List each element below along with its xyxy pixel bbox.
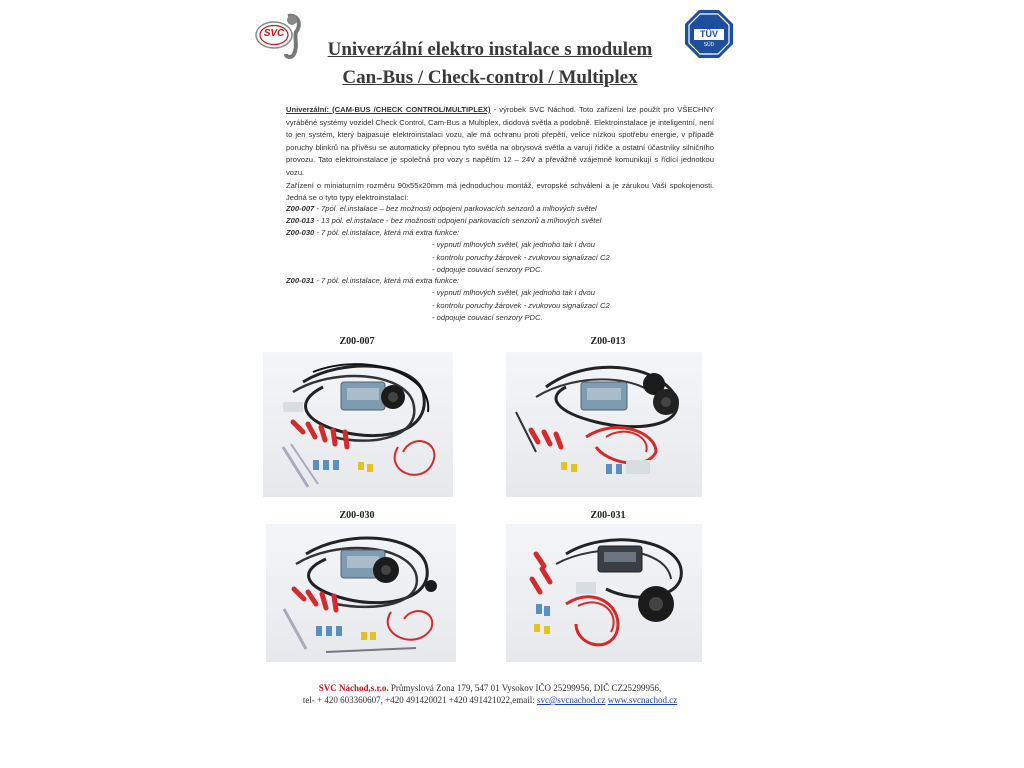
variant-code: Z00-013	[286, 216, 315, 225]
variant-desc: - 7pól. el.instalace – bez možnosti odpojení parkovacích senzorů a mlhových světel	[314, 204, 597, 213]
intro-paragraph	[286, 104, 714, 180]
photo-caption: Z00-007	[339, 336, 375, 347]
variant-desc: - 7 pól. el.instalace, která má extra funkce:	[314, 276, 460, 285]
product-photo-z00-030	[266, 524, 456, 662]
intro-paragraph-2: Zařízení o miniaturním rozměru 90x55x20mm má jednoduchou montáž, evropské schválení a je zárukou Vaší spokojenosti. Jedná se o tyto typy elektroinstalací:	[286, 180, 714, 203]
variant-desc: - 13 pól. el.instalace - bez možnosti odpojení parkovacích senzorů a mlhových světel	[314, 216, 602, 225]
feature-item: - vypnutí mlhových světel, jak jednoho tak i dvou	[432, 288, 595, 297]
product-photo-z00-031	[506, 524, 702, 662]
footer-company: SVC Náchod,s.r.o.	[318, 683, 389, 693]
feature-item: - odpojuje couvací senzory PDC.	[432, 265, 543, 275]
photo-caption: Z00-031	[590, 510, 626, 521]
feature-item: - kontrolu poruchy žárovek - zvukovou signalizací C2	[432, 300, 610, 310]
variant-line	[286, 203, 597, 216]
feature-item: - kontrolu poruchy žárovek - zvukovou signalizací C2	[432, 252, 610, 262]
feature-item: - odpojuje couvací senzory PDC.	[432, 313, 543, 323]
photo-caption: Z00-030	[339, 510, 375, 521]
variant-line	[286, 227, 459, 240]
feature-list	[432, 287, 610, 325]
intro-paragraph-1: - výrobek SVC Náchod. Toto zařízení lze použít pro VŠECHNY vyráběné systémy vozidel Check Control, Cam-Bus a Multiplex, diodová světla a podobně. Elektroinstalace je inteligentní, není to jen systém, který bajpasuje elektroinstalaci vozu, ale má ochranu proti přepětí, velice nízkou spotřebu energie, v případě poruchy blinkrů na přívěsu se automaticky přepnou tyto světla na obrysová světla a varují řidiče a ostatní účastníky silničního provozu. Tato elektroinstalace je společná pro vozy s napětím 12 – 24V a převážně vzájemně komunikují s řídící jednotkou vozu.	[286, 105, 715, 177]
tuv-logo-sub: SÜD	[703, 42, 715, 48]
variant-line	[286, 275, 459, 288]
footer-phones: tel- + 420 603360607, +420 491420021 +420 491421022,email:	[302, 695, 538, 705]
variant-code: Z00-007	[286, 204, 315, 213]
svc-logo	[254, 8, 306, 62]
page-title: Univerzální elektro instalace s modulem	[327, 39, 653, 60]
tuv-logo-text: TÜV	[700, 29, 718, 39]
product-photo-z00-013	[506, 352, 702, 497]
intro-text	[286, 104, 714, 205]
product-photo-z00-007	[263, 352, 453, 497]
feature-list	[432, 239, 610, 277]
footer-address-text: Průmyslová Zona 179, 547 01 Vysokov IČO 25299956, DIČ CZ25299956,	[388, 683, 662, 693]
footer-email-link[interactable]: svc@svcnachod.cz	[537, 695, 606, 705]
tuv-logo	[684, 9, 734, 59]
svc-logo-text: SVC	[263, 28, 285, 39]
footer-web-link[interactable]: www.svcnachod.cz	[607, 695, 678, 705]
intro-label: Univerzální: (CAM-BUS /CHECK CONTROL/MULTIPLEX)	[286, 105, 491, 114]
variant-line	[286, 215, 601, 228]
variant-desc: - 7 pól. el.instalace, která má extra funkce:	[314, 228, 460, 237]
footer-contacts	[270, 694, 710, 707]
photo-caption: Z00-013	[590, 336, 626, 347]
feature-item: - vypnutí mlhových světel, jak jednoho tak i dvou	[432, 240, 595, 249]
page-subtitle: Can-Bus / Check-control / Multiplex	[342, 67, 638, 88]
variant-code: Z00-031	[286, 276, 315, 285]
variant-code: Z00-030	[286, 228, 315, 237]
